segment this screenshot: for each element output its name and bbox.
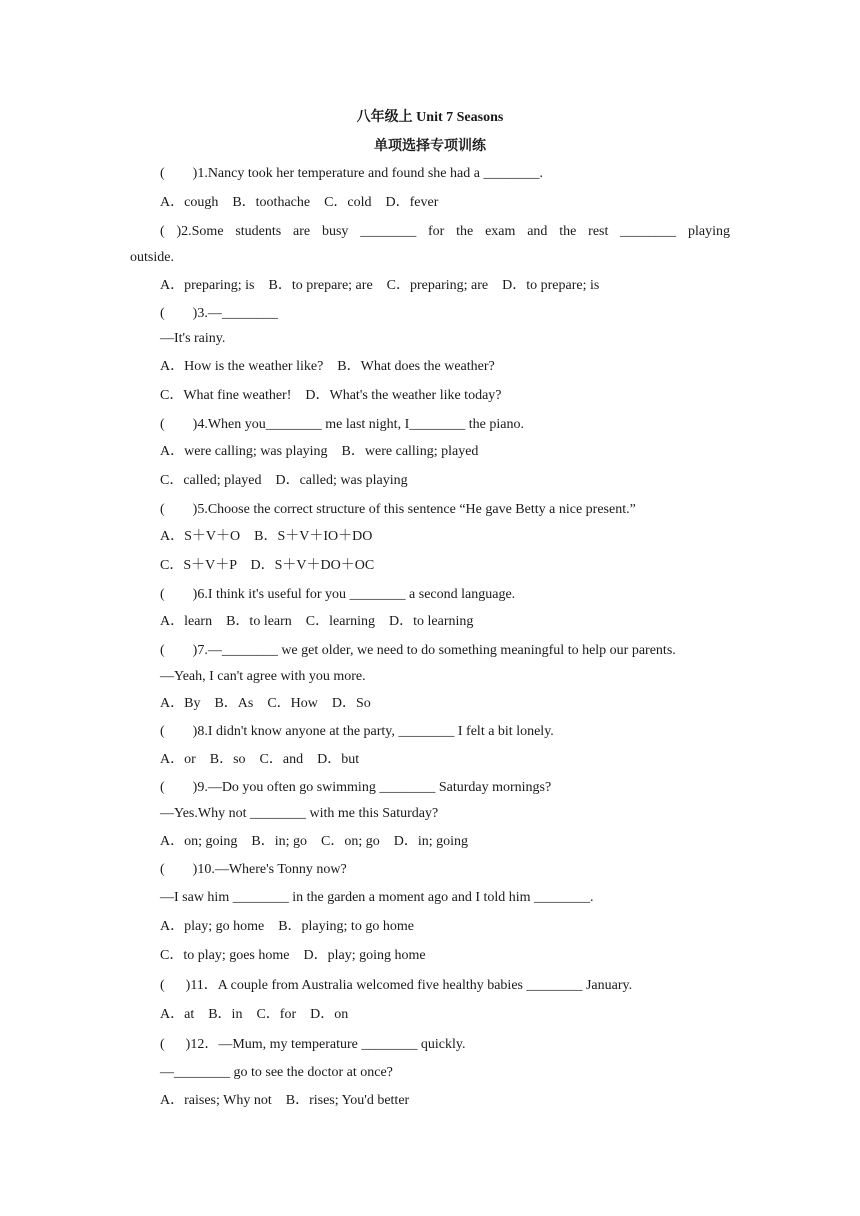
options-line: A．were calling; was playing B．were calling; played xyxy=(160,444,479,459)
options-line: A．play; go home B．playing; to go home xyxy=(160,919,414,934)
options-line: A．By B．As C．How D．So xyxy=(160,696,371,711)
question-line: ( )10.—Where's Tonny now? xyxy=(160,862,347,877)
question-line: ( )7.—________ we get older, we need to do something meaningful to help our parents. xyxy=(160,643,676,658)
dialogue-line: —Yes.Why not ________ with me this Saturday? xyxy=(160,806,439,821)
dialogue-line: —It's rainy. xyxy=(160,331,226,346)
question-line: ( )2.Some students are busy ________ for the exam and the rest ________ playing xyxy=(160,224,730,239)
options-line: A．at B．in C．for D．on xyxy=(160,1007,349,1022)
question-line: ( )8.I didn't know anyone at the party, ________ I felt a bit lonely. xyxy=(160,724,554,739)
options-line: C．S＋V＋P D．S＋V＋DO＋OC xyxy=(160,558,375,573)
options-line: A．S＋V＋O B．S＋V＋IO＋DO xyxy=(160,529,373,544)
dialogue-line: —I saw him ________ in the garden a moment ago and I told him ________. xyxy=(160,890,594,905)
options-line: C．called; played D．called; was playing xyxy=(160,473,408,488)
question-line: ( )1.Nancy took her temperature and found she had a ________. xyxy=(160,166,543,181)
page-title: 八年级上 Unit 7 Seasons xyxy=(356,110,504,125)
dialogue-line: —________ go to see the doctor at once? xyxy=(160,1065,393,1080)
options-line: A．or B．so C．and D．but xyxy=(160,752,360,767)
question-line: ( )6.I think it's useful for you ________ a second language. xyxy=(160,587,516,602)
dialogue-line: —Yeah, I can't agree with you more. xyxy=(160,669,366,684)
page-subtitle: 单项选择专项训练 xyxy=(374,139,486,154)
options-line: A．on; going B．in; go C．on; go D．in; going xyxy=(160,834,469,849)
question-line-continuation: outside. xyxy=(130,250,174,265)
question-line: ( )5.Choose the correct structure of this sentence “He gave Betty a nice present.” xyxy=(160,502,636,517)
options-line: A．cough B．toothache C．cold D．fever xyxy=(160,195,439,210)
question-line: ( )3.—________ xyxy=(160,306,278,321)
options-line: C．What fine weather! D．What's the weather like today? xyxy=(160,388,502,403)
question-line: ( )9.—Do you often go swimming ________ Saturday mornings? xyxy=(160,780,552,795)
options-line: A．raises; Why not B．rises; You'd better xyxy=(160,1093,410,1108)
question-line: ( )11．A couple from Australia welcomed five healthy babies ________ January. xyxy=(160,978,633,993)
options-line: A．learn B．to learn C．learning D．to learning xyxy=(160,614,474,629)
options-line: C．to play; goes home D．play; going home xyxy=(160,948,426,963)
question-line: ( )12．—Mum, my temperature ________ quickly. xyxy=(160,1037,466,1052)
options-line: A．How is the weather like? B．What does the weather? xyxy=(160,359,495,374)
options-line: A．preparing; is B．to prepare; are C．preparing; are D．to prepare; is xyxy=(160,278,600,293)
question-line: ( )4.When you________ me last night, I________ the piano. xyxy=(160,417,524,432)
